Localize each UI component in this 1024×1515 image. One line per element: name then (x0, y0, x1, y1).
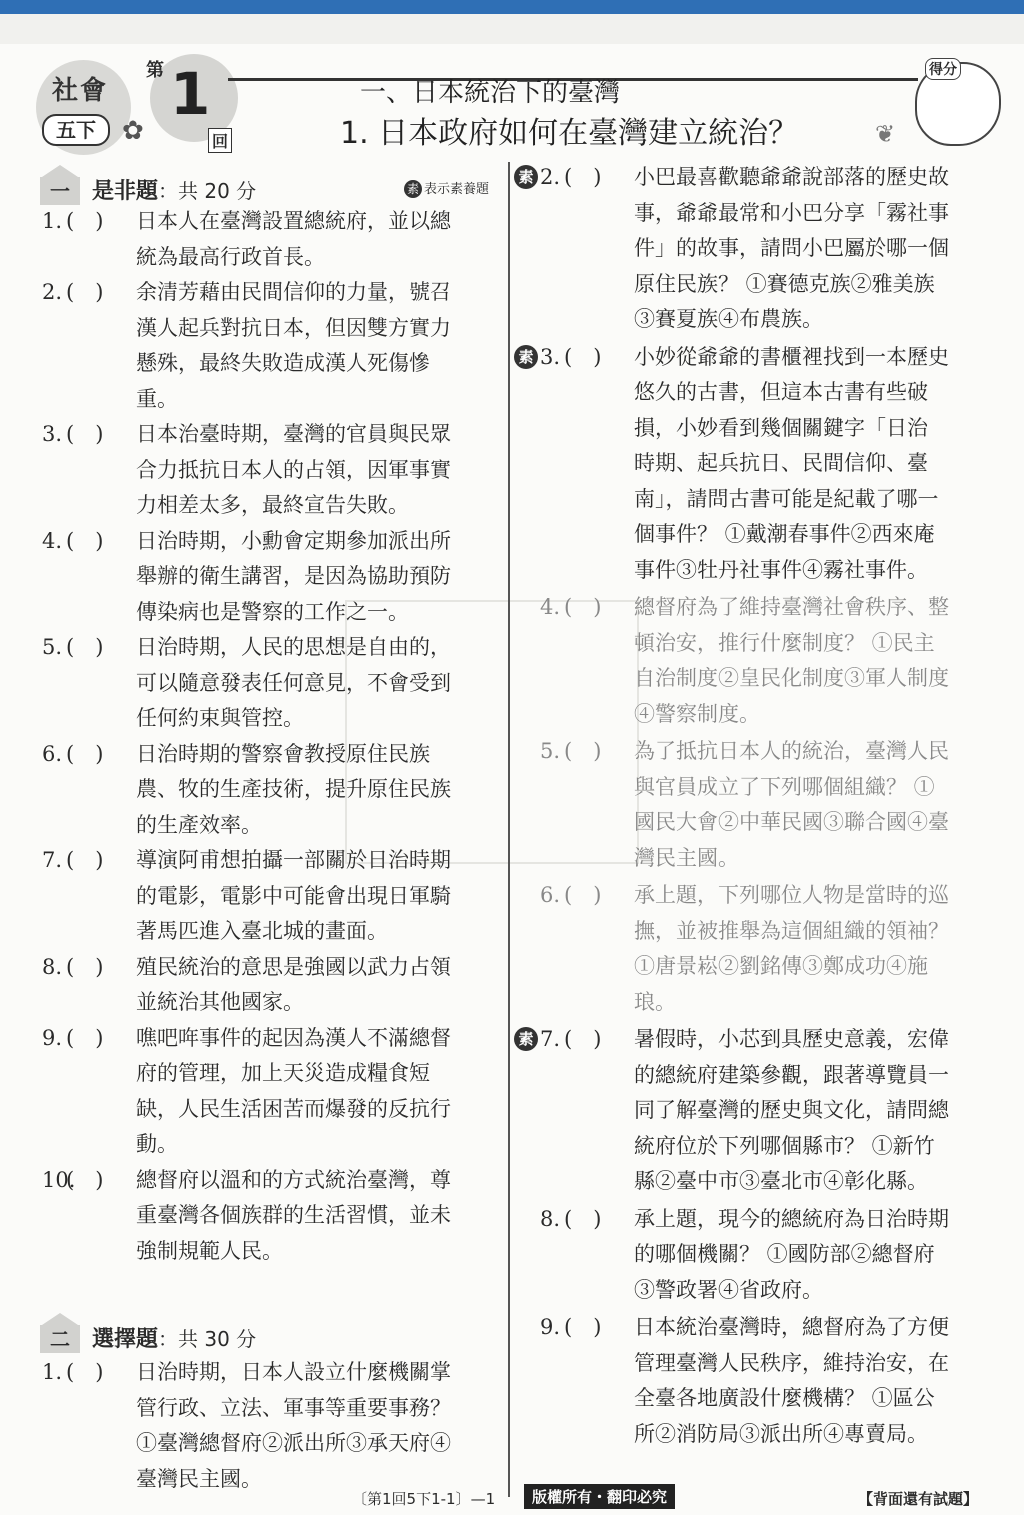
score-label: 得分 (925, 58, 961, 80)
question-line: 傳染病也是警察的工作之一。 (136, 599, 409, 624)
question-line: 臺灣民主國。 (136, 1466, 262, 1491)
question-line: 漢人起兵對抗日本，但因雙方實力 (136, 315, 451, 340)
question-item (540, 1310, 1000, 1452)
question-number: 9. (540, 1315, 561, 1339)
question-line: 日治時期的警察會教授原住民族 (136, 741, 430, 766)
section-title: 選擇題 (92, 1327, 159, 1352)
question-item (540, 1202, 1000, 1309)
question-text (634, 340, 1000, 589)
question-line: 管行政、立法、軍事等重要事務？ (136, 1395, 451, 1420)
question-number: 5. (540, 739, 561, 763)
answer-blank[interactable]: ( ) (66, 1360, 104, 1384)
question-line: 統為最高行政首長。 (136, 244, 325, 269)
question-number: 6. (42, 741, 63, 766)
question-number: 10. (42, 1167, 76, 1192)
answer-blank[interactable]: ( ) (564, 344, 602, 369)
question-line: 合力抵抗日本人的占領，因軍事實 (136, 457, 451, 482)
question-line: 殖民統治的意思是強國以武力占領 (136, 954, 451, 979)
lesson-title: 1. 日本政府如何在臺灣建立統治？ (340, 116, 799, 151)
question-line: 日治時期，小勳會定期參加派出所 (136, 528, 451, 553)
question-line: 全臺各地廣設什麼機構？ ①區公 (634, 1386, 935, 1410)
question-item (42, 737, 502, 844)
grade-label: 五下 (42, 114, 110, 146)
question-line: 可以隨意發表任何意見，不會受到 (136, 670, 451, 695)
answer-blank[interactable]: ( ) (66, 528, 104, 553)
answer-blank[interactable]: ( ) (564, 883, 602, 907)
bee-mascot-icon: ✿ (122, 116, 144, 146)
question-line: 所②消防局③派出所④專賣局。 (634, 1421, 928, 1446)
question-line: 懸殊，最終失敗造成漢人死傷慘 (136, 351, 430, 375)
round-prefix: 第 (146, 60, 164, 81)
question-line: 為了抵抗日本人的統治，臺灣人民 (634, 739, 949, 763)
question-line: 件」的故事，請問小巴屬於哪一個 (634, 236, 949, 260)
question-number: 4. (540, 595, 561, 619)
question-text (136, 1163, 502, 1270)
answer-blank[interactable]: ( ) (66, 1167, 104, 1192)
question-line: 個事件？ ①戴潮春事件②西來庵 (634, 522, 935, 546)
question-item (42, 843, 502, 950)
question-line: 動。 (136, 1132, 178, 1156)
question-line: 並統治其他國家。 (136, 990, 304, 1014)
question-text (634, 160, 1000, 338)
question-line: 小妙從爺爺的書櫃裡找到一本歷史 (634, 344, 949, 369)
question-number: 7. (540, 1027, 561, 1051)
question-number: 8. (42, 954, 63, 979)
question-line: 著馬匹進入臺北城的畫面。 (136, 919, 388, 943)
top-color-bar (0, 0, 1024, 14)
section-badge: 二 (40, 1325, 80, 1353)
question-line: 噍吧哖事件的起因為漢人不滿總督 (136, 1025, 451, 1050)
literacy-icon: 素 (514, 1027, 538, 1051)
question-line: 重臺灣各個族群的生活習慣，並未 (136, 1203, 451, 1227)
question-line: 頓治安，推行什麼制度？ ①民主 (634, 630, 935, 655)
answer-blank[interactable]: ( ) (564, 1206, 602, 1231)
subject-label: 社會 (52, 76, 109, 106)
question-text (136, 843, 502, 950)
question-line: 日本人在臺灣設置總統府，並以總 (136, 209, 451, 233)
answer-blank[interactable]: ( ) (66, 741, 104, 766)
question-line: 悠久的古書，但這本古書有些破 (634, 380, 928, 404)
section-title: 是非題 (92, 179, 159, 204)
question-line: 力相差太多，最終宣告失敗。 (136, 493, 409, 517)
question-item (540, 1022, 1000, 1200)
question-number: 1. (42, 209, 63, 233)
question-line: 總督府為了維持臺灣社會秩序、整 (634, 595, 949, 619)
section-true-false-heading (40, 174, 256, 205)
question-text (634, 1310, 1000, 1452)
question-item (42, 204, 502, 275)
question-line: 余清芳藉由民間信仰的力量，號召 (136, 280, 451, 304)
question-text (634, 734, 1000, 876)
question-line: 管理臺灣人民秩序，維持治安，在 (634, 1350, 949, 1375)
question-line: 承上題，下列哪位人物是當時的巡 (634, 883, 949, 907)
question-item (42, 1021, 502, 1163)
question-item (540, 878, 1000, 1020)
dog-mascot-icon: ❦ (875, 120, 896, 148)
question-line: 舉辦的衛生講習，是因為協助預防 (136, 564, 451, 588)
question-text (634, 878, 1000, 1020)
question-number: 3. (42, 422, 63, 446)
answer-blank[interactable]: ( ) (66, 280, 104, 304)
question-line: 的總統府建築參觀，跟著導覽員一 (634, 1062, 949, 1087)
round-suffix: 回 (208, 128, 232, 153)
question-line: 日本統治臺灣時，總督府為了方便 (634, 1315, 949, 1339)
answer-blank[interactable]: ( ) (66, 1025, 104, 1050)
question-line: 縣②臺中市③臺北市④彰化縣。 (634, 1169, 928, 1193)
question-number: 9. (42, 1025, 63, 1050)
question-line: ①臺灣總督府②派出所③承天府④ (136, 1431, 451, 1455)
question-line: 事件③牡丹社事件④霧社事件。 (634, 557, 928, 582)
question-text (136, 630, 502, 737)
question-item (42, 417, 502, 524)
question-number: 2. (42, 280, 63, 304)
question-line: 小巴最喜歡聽爺爺說部落的歷史故 (634, 165, 949, 189)
question-line: 南」，請問古書可能是紀載了哪一 (634, 486, 939, 511)
question-item (42, 275, 502, 417)
top-band (0, 14, 1024, 44)
literacy-note-text: 表示素養題 (424, 182, 490, 197)
question-line: 日本治臺時期，臺灣的官員與民眾 (136, 422, 451, 446)
question-line: 日治時期，日本人設立什麼機關掌 (136, 1360, 451, 1384)
question-line: 重。 (136, 386, 178, 411)
question-item (540, 590, 1000, 732)
question-item (540, 734, 1000, 876)
question-item (42, 950, 502, 1021)
question-line: 府的管理，加上天災造成糧食短 (136, 1061, 430, 1085)
question-line: 原住民族？ ①賽德克族②雅美族 (634, 271, 935, 296)
question-line: 統府位於下列哪個縣市？ ①新竹 (634, 1133, 935, 1158)
answer-blank[interactable]: ( ) (66, 209, 104, 233)
question-text (136, 1355, 502, 1497)
answer-blank[interactable]: ( ) (564, 165, 602, 189)
question-line: 總督府以溫和的方式統治臺灣，尊 (136, 1167, 451, 1192)
question-line: 時期、起兵抗日、民間信仰、臺 (634, 451, 928, 475)
question-line: 琅。 (634, 989, 676, 1014)
question-number: 8. (540, 1206, 561, 1231)
answer-blank[interactable]: ( ) (66, 422, 104, 446)
question-text (136, 950, 502, 1021)
question-item (42, 630, 502, 737)
question-text (136, 204, 502, 275)
question-line: ④警察制度。 (634, 701, 760, 726)
question-line: 自治制度②皇民化制度③軍人制度 (634, 666, 949, 690)
section-points: ：共 20 分 (158, 179, 257, 203)
question-line: 同了解臺灣的歷史與文化，請問總 (634, 1098, 949, 1122)
question-text (136, 417, 502, 524)
section-badge: 一 (40, 177, 80, 205)
question-line: ③警政署④省政府。 (634, 1277, 823, 1302)
literacy-icon: 素 (514, 345, 538, 369)
question-line: 灣民主國。 (634, 845, 739, 870)
literacy-icon: 素 (514, 165, 538, 189)
question-line: 事，爺爺最常和小巴分享「霧社事 (634, 200, 949, 225)
chapter-title: 一、日本統治下的臺灣 (360, 78, 621, 108)
answer-blank[interactable]: ( ) (564, 1315, 602, 1339)
question-number: 1. (42, 1360, 63, 1384)
round-number: 1 (170, 60, 211, 128)
question-text (136, 275, 502, 417)
literacy-icon: 素 (404, 180, 422, 198)
literacy-note (404, 178, 489, 198)
question-line: 農、牧的生產技術，提升原住民族 (136, 777, 451, 801)
question-item (42, 524, 502, 631)
question-number: 4. (42, 528, 63, 553)
section-points: ：共 30 分 (158, 1327, 257, 1351)
question-number: 5. (42, 635, 63, 659)
answer-blank[interactable]: ( ) (66, 635, 104, 659)
question-line: 日治時期，人民的思想是自由的， (136, 635, 451, 659)
footer-page-code: 〔第1回5下1-1〕—1 (352, 1490, 496, 1508)
question-text (136, 737, 502, 844)
question-line: 導演阿甫想拍攝一部關於日治時期 (136, 848, 451, 872)
question-item (540, 340, 1000, 589)
answer-blank[interactable]: ( ) (564, 739, 602, 763)
question-line: 缺，人民生活困苦而爆發的反抗行 (136, 1096, 451, 1121)
question-number: 2. (540, 165, 561, 189)
question-line: 的電影，電影中可能會出現日軍騎 (136, 883, 451, 908)
footer-continue-note: 【背面還有試題】 (858, 1490, 979, 1508)
question-number: 7. (42, 848, 63, 872)
question-item (42, 1355, 502, 1497)
worksheet-header (30, 50, 1000, 160)
question-item (42, 1163, 502, 1270)
answer-blank[interactable]: ( ) (66, 848, 104, 872)
question-text (634, 1022, 1000, 1200)
question-line: ①唐景崧②劉銘傳③鄭成功④施 (634, 954, 928, 978)
question-line: 暑假時，小芯到具歷史意義，宏偉 (634, 1027, 949, 1051)
question-line: 與官員成立了下列哪個組織？ ① (634, 774, 935, 799)
question-line: ③賽夏族④布農族。 (634, 307, 823, 331)
question-number: 3. (540, 344, 561, 369)
question-text (136, 1021, 502, 1163)
answer-blank[interactable]: ( ) (564, 595, 602, 619)
column-divider (508, 162, 510, 1497)
question-text (634, 590, 1000, 732)
footer-copyright: 版權所有・翻印必究 (524, 1484, 675, 1509)
question-line: 強制規範人民。 (136, 1238, 283, 1263)
question-text (136, 524, 502, 631)
question-line: 國民大會②中華民國③聯合國④臺 (634, 810, 949, 834)
question-line: 承上題，現今的總統府為日治時期 (634, 1206, 949, 1231)
question-line: 損，小妙看到幾個關鍵字「日治 (634, 415, 928, 440)
answer-blank[interactable]: ( ) (66, 954, 104, 979)
section-multiple-choice-heading (40, 1322, 256, 1353)
question-line: 的哪個機關？ ①國防部②總督府 (634, 1242, 935, 1266)
question-text (634, 1202, 1000, 1309)
question-item (540, 160, 1000, 338)
question-line: 的生產效率。 (136, 812, 262, 837)
question-number: 6. (540, 883, 561, 907)
answer-blank[interactable]: ( ) (564, 1027, 602, 1051)
question-line: 撫，並被推舉為這個組織的領袖？ (634, 918, 949, 943)
question-line: 任何約束與管控。 (136, 706, 304, 730)
